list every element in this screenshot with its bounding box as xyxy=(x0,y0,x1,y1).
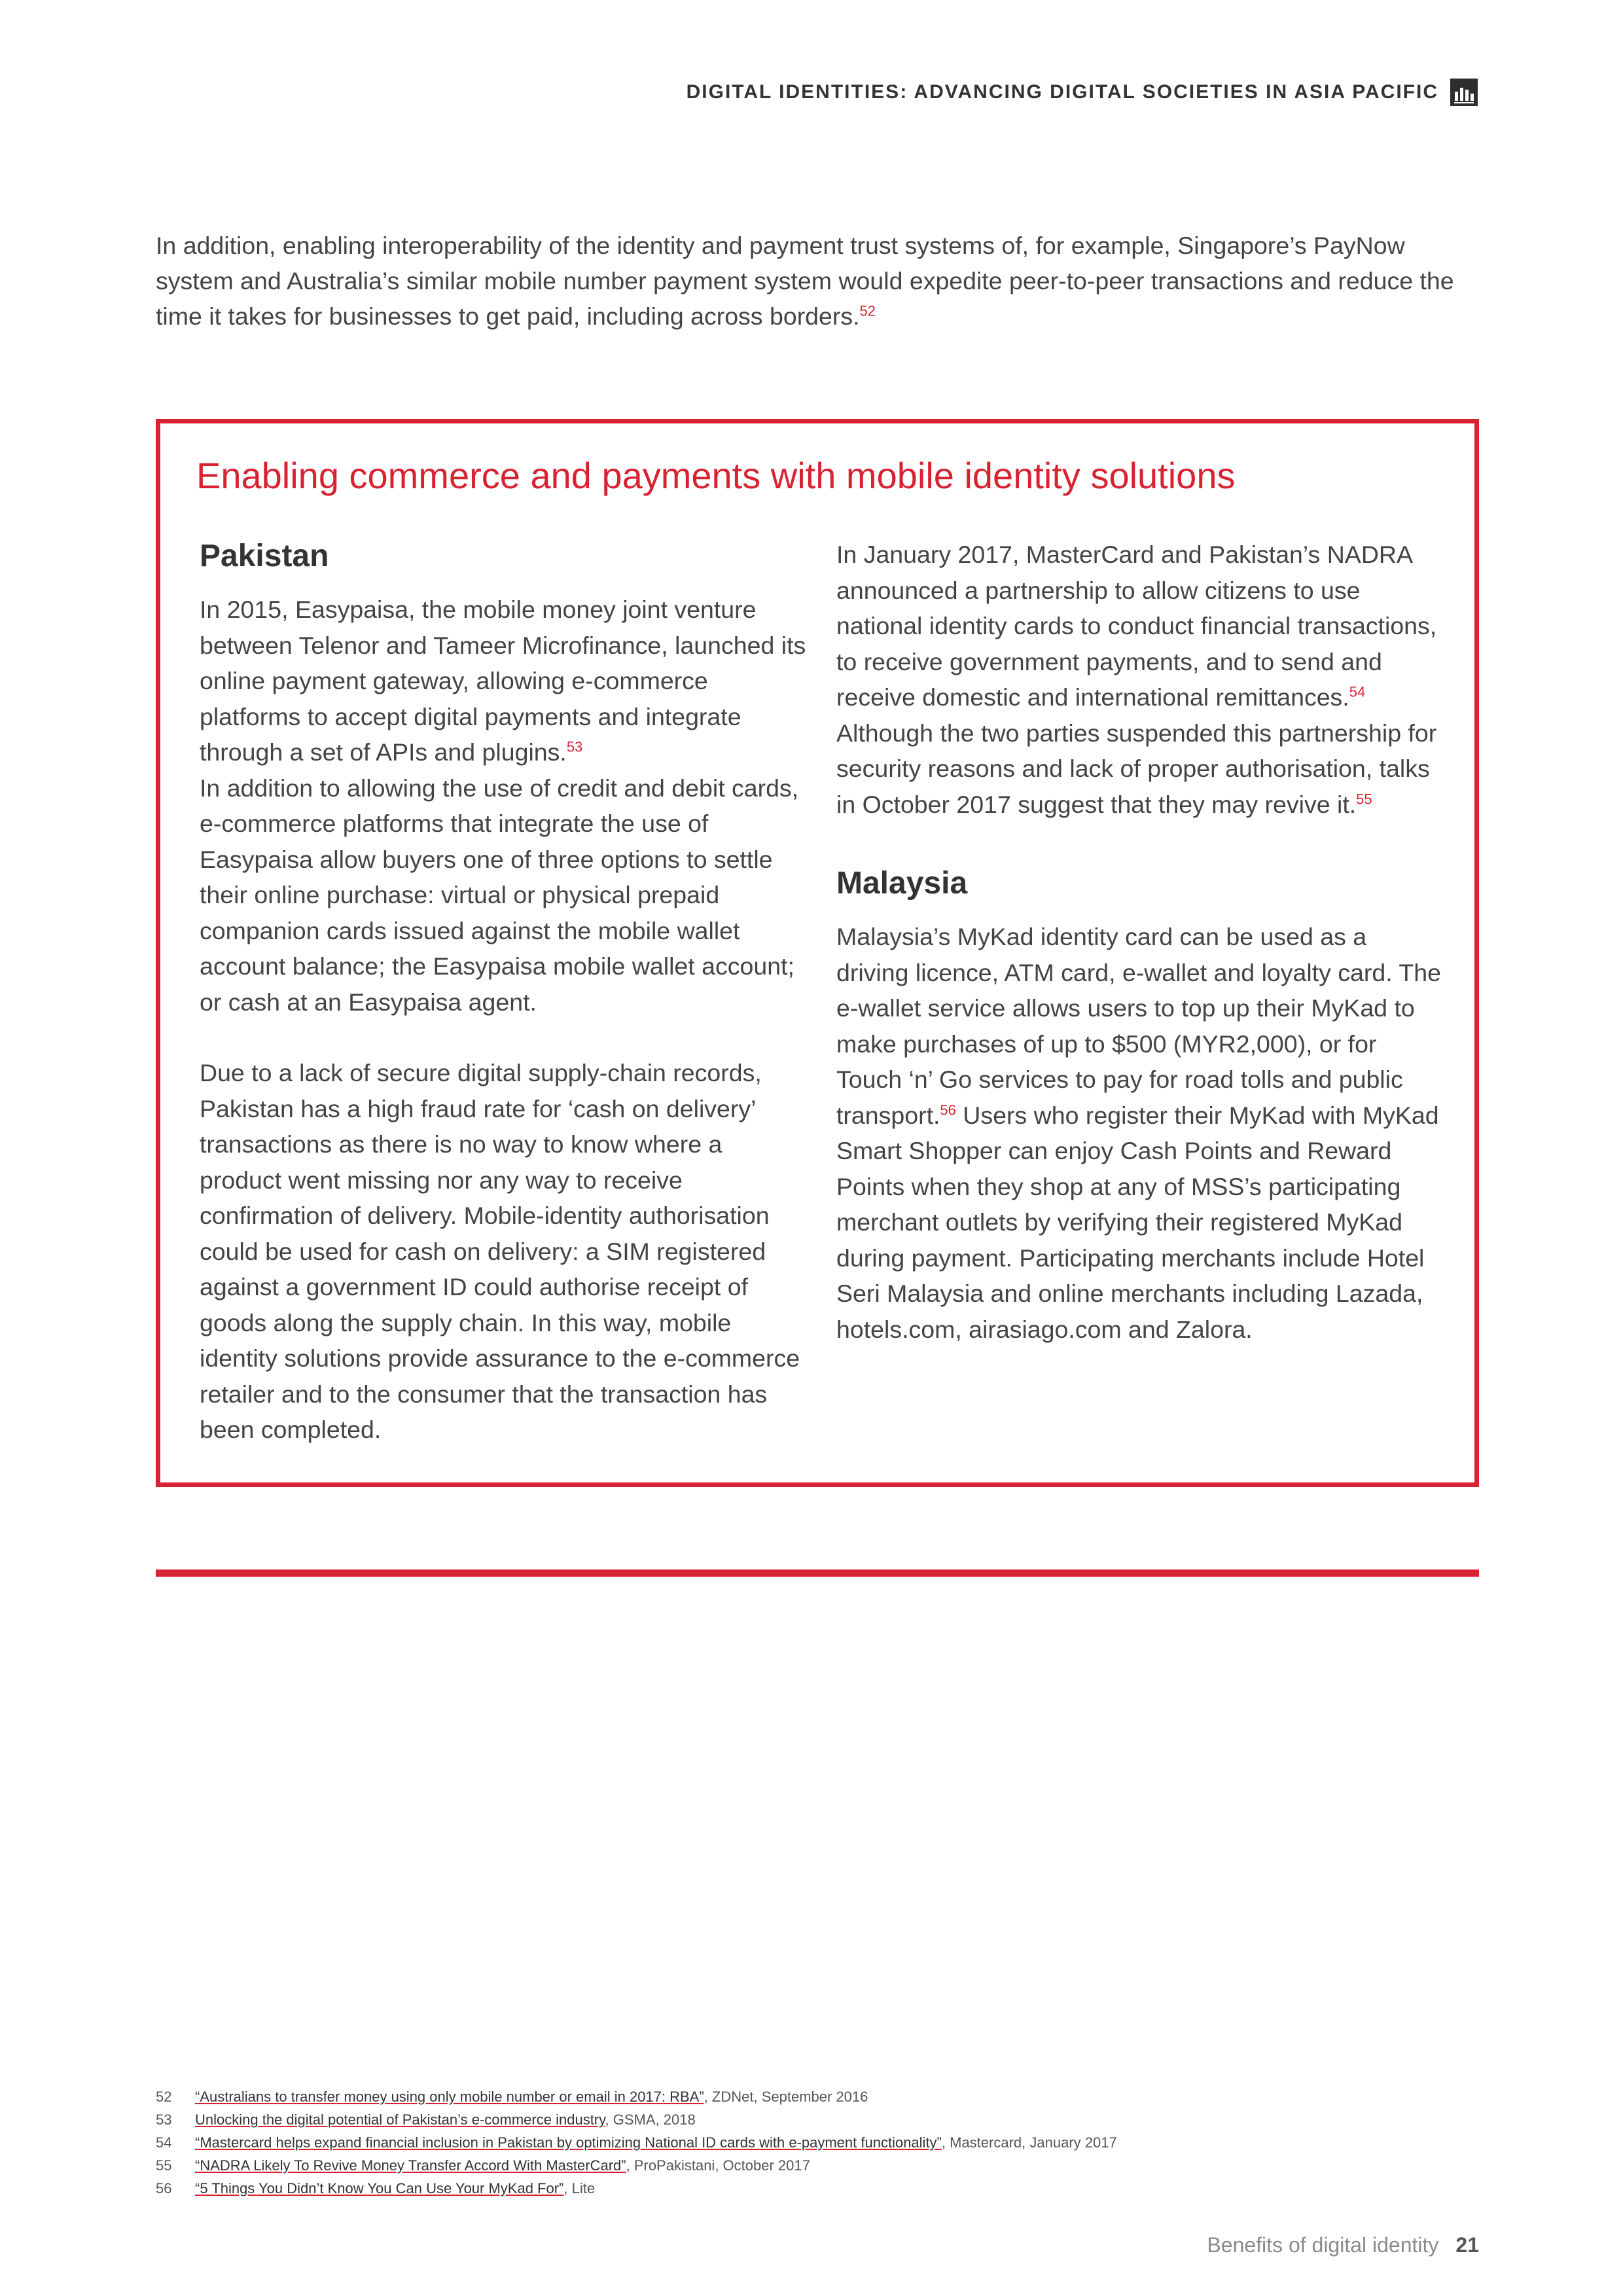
pakistan-heading: Pakistan xyxy=(200,539,329,573)
footnote-item: 52 “Australians to transfer money using only mobile number or email in 2017: RBA”, ZDNet, September 2016 xyxy=(156,2089,868,2105)
intro-text: In addition, enabling interoperability of the identity and payment trust systems of, for example, Singapore’s PayNow system and Australia’s similar mobile number payment system would expedite peer-to-peer transactions and reduce the time it takes for businesses to get paid, including across borders. xyxy=(156,232,1454,330)
gsma-building-icon xyxy=(1450,79,1478,106)
section-divider xyxy=(156,1570,1479,1577)
pakistan-paragraph-2: Due to a lack of secure digital supply-chain records, Pakistan has a high fraud rate for ‘cash on delivery’ transactions as there is no way to know where a product went missing nor any way to receive confirmation of delivery. Mobile-identity authorisation could be used for cash on delivery: a SIM registered against a government ID could authorise receipt of goods along the supply chain. In this way, mobile identity solutions provide assurance to the e-commerce retailer and to the consumer that the transaction has been completed. xyxy=(200,1059,800,1443)
footnote-item: 54 “Mastercard helps expand financial inclusion in Pakistan by optimizing National ID cards with e-payment functionality”, Mastercard, January 2017 xyxy=(156,2134,1117,2151)
pakistan-paragraph-1: In 2015, Easypaisa, the mobile money joint venture between Telenor and Tameer Microfinance, launched its online payment gateway, allowing e-commerce platforms to accept digital payments and integrate through a set of APIs and plugins.$^{53}$ In addition to allowing the use of credit and debit cards, e-commerce platforms that integrate the use of Easypaisa allow buyers one of three options to settle their online purchase: virtual or physical prepaid companion cards issued against the mobile wallet account balance; the Easypaisa mobile wallet account; or cash at an Easypaisa agent. xyxy=(200,596,806,1016)
footnote-item: 56 “5 Things You Didn’t Know You Can Use Your MyKad For”, Lite xyxy=(156,2180,596,2197)
malaysia-heading: Malaysia xyxy=(836,866,968,901)
footnote-item: 55 “NADRA Likely To Revive Money Transfer Accord With MasterCard”, ProPakistani, October 2017 xyxy=(156,2157,810,2174)
case-study-title: Enabling commerce and payments with mobile identity solutions xyxy=(196,455,1236,496)
malaysia-paragraph: Malaysia’s MyKad identity card can be used as a driving licence, ATM card, e-wallet and loyalty card. The e-wallet service allows users to top up their MyKad to make purchases of up to $500 (MYR2,000), or for Touch ‘n’ Go services to pay for road tolls and public transport.$^{56}$ Users who register their MyKad with MyKad Smart Shopper can enjoy Cash Points and Reward Points when they shop at any of MSS’s participating merchant outlets by verifying their registered MyKad during payment. Participating merchants include Hotel Seri Malaysia and online merchants including Lazada, hotels.com, airasiago.com and Zalora. xyxy=(836,923,1442,1343)
left-column xyxy=(200,535,808,1448)
footnote-link[interactable]: “Mastercard helps expand financial inclusion in Pakistan by optimizing National ID cards with e-payment functionality” xyxy=(195,2134,942,2151)
right-column xyxy=(836,537,1445,1347)
footnote-link[interactable]: “NADRA Likely To Revive Money Transfer Accord With MasterCard” xyxy=(195,2157,626,2174)
page-header xyxy=(687,79,1478,106)
footnote-ref-53[interactable]: 53 xyxy=(566,738,583,755)
page-footer xyxy=(1207,2233,1479,2257)
footnote-ref-55[interactable]: 55 xyxy=(1356,791,1372,807)
intro-paragraph xyxy=(156,228,1484,334)
footnote-link[interactable]: “5 Things You Didn’t Know You Can Use Your MyKad For” xyxy=(195,2180,564,2197)
header-title: DIGITAL IDENTITIES: ADVANCING DIGITAL SOCIETIES IN ASIA PACIFIC xyxy=(686,81,1438,103)
footnote-ref-54[interactable]: 54 xyxy=(1349,683,1366,700)
footnote-ref-56[interactable]: 56 xyxy=(940,1102,956,1118)
footnote-item: 53 Unlocking the digital potential of Pakistan’s e-commerce industry, GSMA, 2018 xyxy=(156,2111,696,2128)
footnote-link[interactable]: Unlocking the digital potential of Pakistan’s e-commerce industry xyxy=(195,2111,605,2128)
footnote-ref-52[interactable]: 52 xyxy=(859,302,876,319)
pakistan-paragraph-3: In January 2017, MasterCard and Pakistan’s NADRA announced a partnership to allow citizens to use national identity cards to conduct financial transactions, to receive government payments, and to send and receive domestic and international remittances.$^{54}$ Although the two parties suspended this partnership for security reasons and lack of proper authorisation, talks in October 2017 suggest that they may revive it.$^{55}$ xyxy=(836,541,1437,818)
page-number: 21 xyxy=(1455,2233,1479,2257)
footnotes xyxy=(156,2085,1484,2200)
footnote-link[interactable]: “Australians to transfer money using only mobile number or email in 2017: RBA” xyxy=(195,2089,704,2105)
footer-section-label: Benefits of digital identity xyxy=(1207,2233,1439,2257)
